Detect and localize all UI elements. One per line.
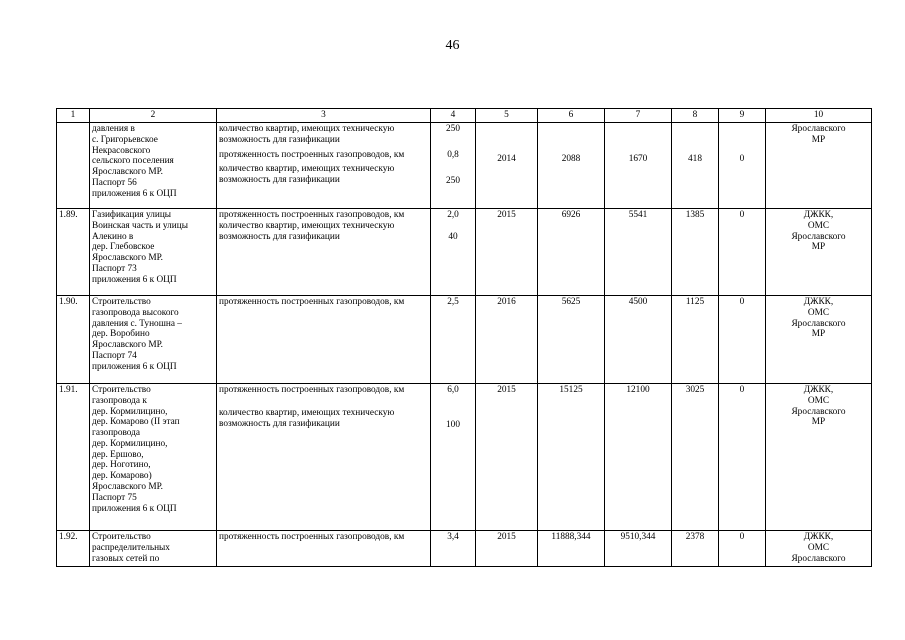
executor-line: Ярославского xyxy=(791,124,846,134)
object-name-cell xyxy=(90,296,217,384)
object-name-line: газопровода xyxy=(92,428,141,439)
object-name-line: Ярославского МР. xyxy=(92,167,163,178)
year-value: 2016 xyxy=(497,297,516,307)
year-cell xyxy=(476,209,538,296)
object-name-line: дер. Кормилицино, xyxy=(92,438,168,449)
header-cell: 4 xyxy=(431,109,476,123)
table-header-row xyxy=(57,109,872,123)
col9-cell xyxy=(719,123,766,209)
indicator-value: 3,4 xyxy=(447,532,459,542)
row-number-cell xyxy=(57,296,90,384)
col7-cell xyxy=(605,296,672,384)
object-name-line: Паспорт 73 xyxy=(92,263,137,274)
col8-value: 418 xyxy=(688,154,702,164)
indicator-value: 250 xyxy=(446,175,460,186)
header-cell: 1 xyxy=(57,109,90,123)
indicator-text: количество квартир, имеющих техническую возможность для газификации xyxy=(219,407,395,429)
indicator-text: количество квартир, имеющих техническую возможность для газификации xyxy=(219,124,395,145)
total-cell xyxy=(538,531,605,567)
header-cell: 8 xyxy=(672,109,719,123)
executor-line: Ярославского xyxy=(791,406,846,417)
executor-line: ДЖКК, xyxy=(803,532,834,542)
object-name-line: дер. Комарово) xyxy=(92,471,152,482)
col7-value: 9510,344 xyxy=(620,532,656,542)
object-name-line: дер. Воробино xyxy=(92,329,150,340)
col9-cell xyxy=(719,296,766,384)
row-number-cell xyxy=(57,384,90,531)
executor-cell xyxy=(766,123,872,209)
col9-value: 0 xyxy=(739,154,745,164)
object-name-line: Строительство xyxy=(92,297,151,307)
executor-line: МР xyxy=(811,134,826,145)
object-name-line: Строительство xyxy=(92,532,151,542)
object-name-line: Газификация улицы xyxy=(92,210,172,220)
col7-cell xyxy=(605,384,672,531)
col7-value: 4500 xyxy=(628,297,648,307)
indicator-text: протяженность построенных газопроводов, км xyxy=(219,385,405,395)
object-name-line: Паспорт 74 xyxy=(92,350,137,361)
object-name-line: Ярославского МР. xyxy=(92,253,163,264)
table-body xyxy=(57,123,872,567)
table-row xyxy=(57,296,872,384)
indicator-value: 6,0 xyxy=(447,385,459,395)
row-number-cell xyxy=(57,123,90,209)
object-name-line: Некрасовского xyxy=(92,145,151,156)
object-name-line: дер. Ноготино, xyxy=(92,460,151,471)
program-table xyxy=(56,108,872,567)
col7-cell xyxy=(605,531,672,567)
col8-cell xyxy=(672,296,719,384)
object-name-line: приложения 6 к ОЦП xyxy=(92,188,177,199)
object-name-line: Паспорт 75 xyxy=(92,492,137,503)
col9-cell xyxy=(719,531,766,567)
header-cell: 9 xyxy=(719,109,766,123)
object-name-line: дер. Кормилицино, xyxy=(92,406,168,417)
total-cell xyxy=(538,209,605,296)
col9-cell xyxy=(719,209,766,296)
total-cell xyxy=(538,384,605,531)
object-name-cell xyxy=(90,209,217,296)
executor-line: Ярославского xyxy=(791,231,846,242)
total-cell xyxy=(538,296,605,384)
header-cell: 2 xyxy=(90,109,217,123)
object-name-line: приложения 6 к ОЦП xyxy=(92,361,177,372)
row-number: 1.92. xyxy=(59,532,78,542)
col9-value: 0 xyxy=(739,210,745,220)
col8-cell xyxy=(672,384,719,531)
indicator-value: 250 xyxy=(446,124,460,134)
col7-value: 1670 xyxy=(628,154,648,164)
row-number: 1.90. xyxy=(59,297,78,307)
indicator-text: количество квартир, имеющих техническую возможность для газификации xyxy=(219,164,395,186)
indicator-value-cell xyxy=(431,209,476,296)
col8-cell xyxy=(672,123,719,209)
executor-line: ОМС xyxy=(807,395,830,406)
header-cell: 3 xyxy=(217,109,431,123)
executor-cell xyxy=(766,531,872,567)
year-cell xyxy=(476,384,538,531)
col8-cell xyxy=(672,209,719,296)
object-name-line: распределительных xyxy=(92,542,170,553)
col7-value: 12100 xyxy=(626,385,650,395)
row-number: 1.91. xyxy=(59,385,78,395)
indicator-value: 0,8 xyxy=(447,149,459,160)
header-cell: 6 xyxy=(538,109,605,123)
object-name-cell xyxy=(90,531,217,567)
executor-line: ДЖКК, xyxy=(803,210,834,220)
executor-line: ОМС xyxy=(807,542,830,553)
indicator-text: протяженность построенных газопроводов, км xyxy=(219,297,405,307)
executor-line: Ярославского xyxy=(791,553,846,564)
object-name-line: дер. Ершово, xyxy=(92,449,144,460)
executor-line: ОМС xyxy=(807,307,830,318)
executor-cell xyxy=(766,209,872,296)
year-value: 2014 xyxy=(497,154,516,164)
object-name-line: давления в xyxy=(92,124,135,134)
executor-line: ДЖКК, xyxy=(803,385,834,395)
executor-cell xyxy=(766,384,872,531)
year-cell xyxy=(476,296,538,384)
object-name-line: газопровода высокого xyxy=(92,307,179,318)
indicator-text: протяженность построенных газопроводов, км xyxy=(219,210,405,220)
object-name-line: Ярославского МР. xyxy=(92,340,163,351)
object-name-line: Алекино в xyxy=(92,231,134,242)
total-value: 5625 xyxy=(561,297,581,307)
object-name-line: дер. Комарово (II этап xyxy=(92,417,180,428)
col9-cell xyxy=(719,384,766,531)
col9-value: 0 xyxy=(739,297,745,307)
indicator-value: 2,5 xyxy=(447,297,459,307)
object-name-line: давления с. Туношна – xyxy=(92,318,182,329)
indicator-value: 2,0 xyxy=(447,210,459,220)
year-cell xyxy=(476,123,538,209)
header-cell: 7 xyxy=(605,109,672,123)
year-value: 2015 xyxy=(497,385,516,395)
executor-line: МР xyxy=(811,329,826,340)
year-cell xyxy=(476,531,538,567)
col8-value: 2378 xyxy=(685,532,705,542)
object-name-line: Воинская часть и улицы xyxy=(92,220,188,231)
indicator-value: 40 xyxy=(448,231,458,242)
table-row xyxy=(57,209,872,296)
indicator-value-cell xyxy=(431,384,476,531)
indicator-cell xyxy=(217,123,431,209)
col9-value: 0 xyxy=(739,532,745,542)
object-name-line: приложения 6 к ОЦП xyxy=(92,274,177,285)
col7-cell xyxy=(605,123,672,209)
executor-line: ДЖКК, xyxy=(803,297,834,307)
col9-value: 0 xyxy=(739,385,745,395)
object-name-line: Паспорт 56 xyxy=(92,177,137,188)
year-value: 2015 xyxy=(497,532,516,542)
executor-line: Ярославского xyxy=(791,318,846,329)
row-number-cell xyxy=(57,531,90,567)
object-name-line: сельского поселения xyxy=(92,156,174,167)
indicator-value-cell xyxy=(431,296,476,384)
object-name-line: дер. Глебовское xyxy=(92,242,155,253)
total-value: 6926 xyxy=(561,210,581,220)
total-value: 15125 xyxy=(559,385,583,395)
total-cell xyxy=(538,123,605,209)
total-value: 2088 xyxy=(561,154,581,164)
object-name-line: Ярославского МР. xyxy=(92,482,163,493)
indicator-cell xyxy=(217,384,431,531)
col8-value: 3025 xyxy=(685,385,705,395)
header-cell: 5 xyxy=(476,109,538,123)
indicator-text: протяженность построенных газопроводов, км xyxy=(219,149,405,160)
header-cell: 10 xyxy=(766,109,872,123)
indicator-cell xyxy=(217,531,431,567)
table-row xyxy=(57,531,872,567)
col8-cell xyxy=(672,531,719,567)
total-value: 11888,344 xyxy=(551,532,591,542)
page-number: 46 xyxy=(445,38,460,53)
indicator-text: количество квартир, имеющих техническую возможность для газификации xyxy=(219,220,395,242)
executor-line: ОМС xyxy=(807,220,830,231)
indicator-value-cell xyxy=(431,531,476,567)
object-name-cell xyxy=(90,123,217,209)
col7-cell xyxy=(605,209,672,296)
object-name-cell xyxy=(90,384,217,531)
indicator-text: протяженность построенных газопроводов, км xyxy=(219,532,405,542)
indicator-cell xyxy=(217,209,431,296)
object-name-line: Строительство xyxy=(92,385,151,395)
executor-line: МР xyxy=(811,417,826,428)
col7-value: 5541 xyxy=(628,210,648,220)
year-value: 2015 xyxy=(497,210,516,220)
row-number-cell xyxy=(57,209,90,296)
col8-value: 1385 xyxy=(685,210,705,220)
indicator-cell xyxy=(217,296,431,384)
executor-cell xyxy=(766,296,872,384)
object-name-line: газопровода к xyxy=(92,395,147,406)
indicator-value-cell xyxy=(431,123,476,209)
executor-line: МР xyxy=(811,242,826,253)
col8-value: 1125 xyxy=(685,297,705,307)
table-row xyxy=(57,384,872,531)
table-row xyxy=(57,123,872,209)
row-number: 1.89. xyxy=(59,210,78,220)
indicator-value: 100 xyxy=(446,419,460,430)
object-name-line: приложения 6 к ОЦП xyxy=(92,503,177,514)
object-name-line: с. Григорьевское xyxy=(92,134,158,145)
object-name-line: газовых сетей по xyxy=(92,553,160,564)
